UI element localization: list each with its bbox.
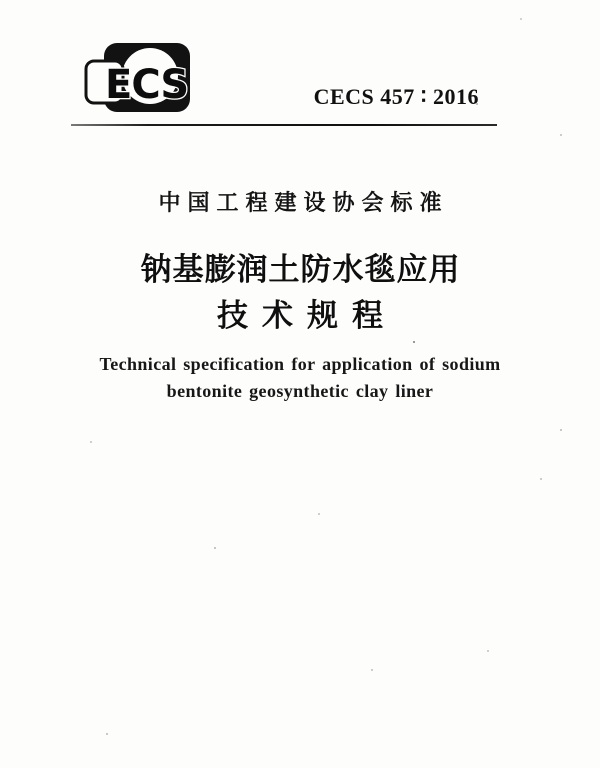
title-cn-line1: 钠基膨润土防水毯应用 — [140, 252, 461, 287]
subtitle-en-line2: bentonite geosynthetic clay liner — [166, 381, 434, 401]
title-cn-line2: 技术规程 — [217, 298, 397, 333]
cecs-logo — [84, 36, 198, 116]
logo-text: ECS — [105, 62, 189, 108]
standard-code: CECS 457 ∶ 2016 — [313, 84, 479, 109]
scan-noise — [0, 0, 2, 2]
association-standard-label: 中国工程建设协会标准 — [158, 190, 449, 215]
subtitle-en-line1: Technical specification for application of sodium — [99, 354, 501, 374]
header-rule — [71, 124, 497, 126]
document-title — [0, 253, 600, 332]
document-subtitle-en — [0, 351, 600, 405]
